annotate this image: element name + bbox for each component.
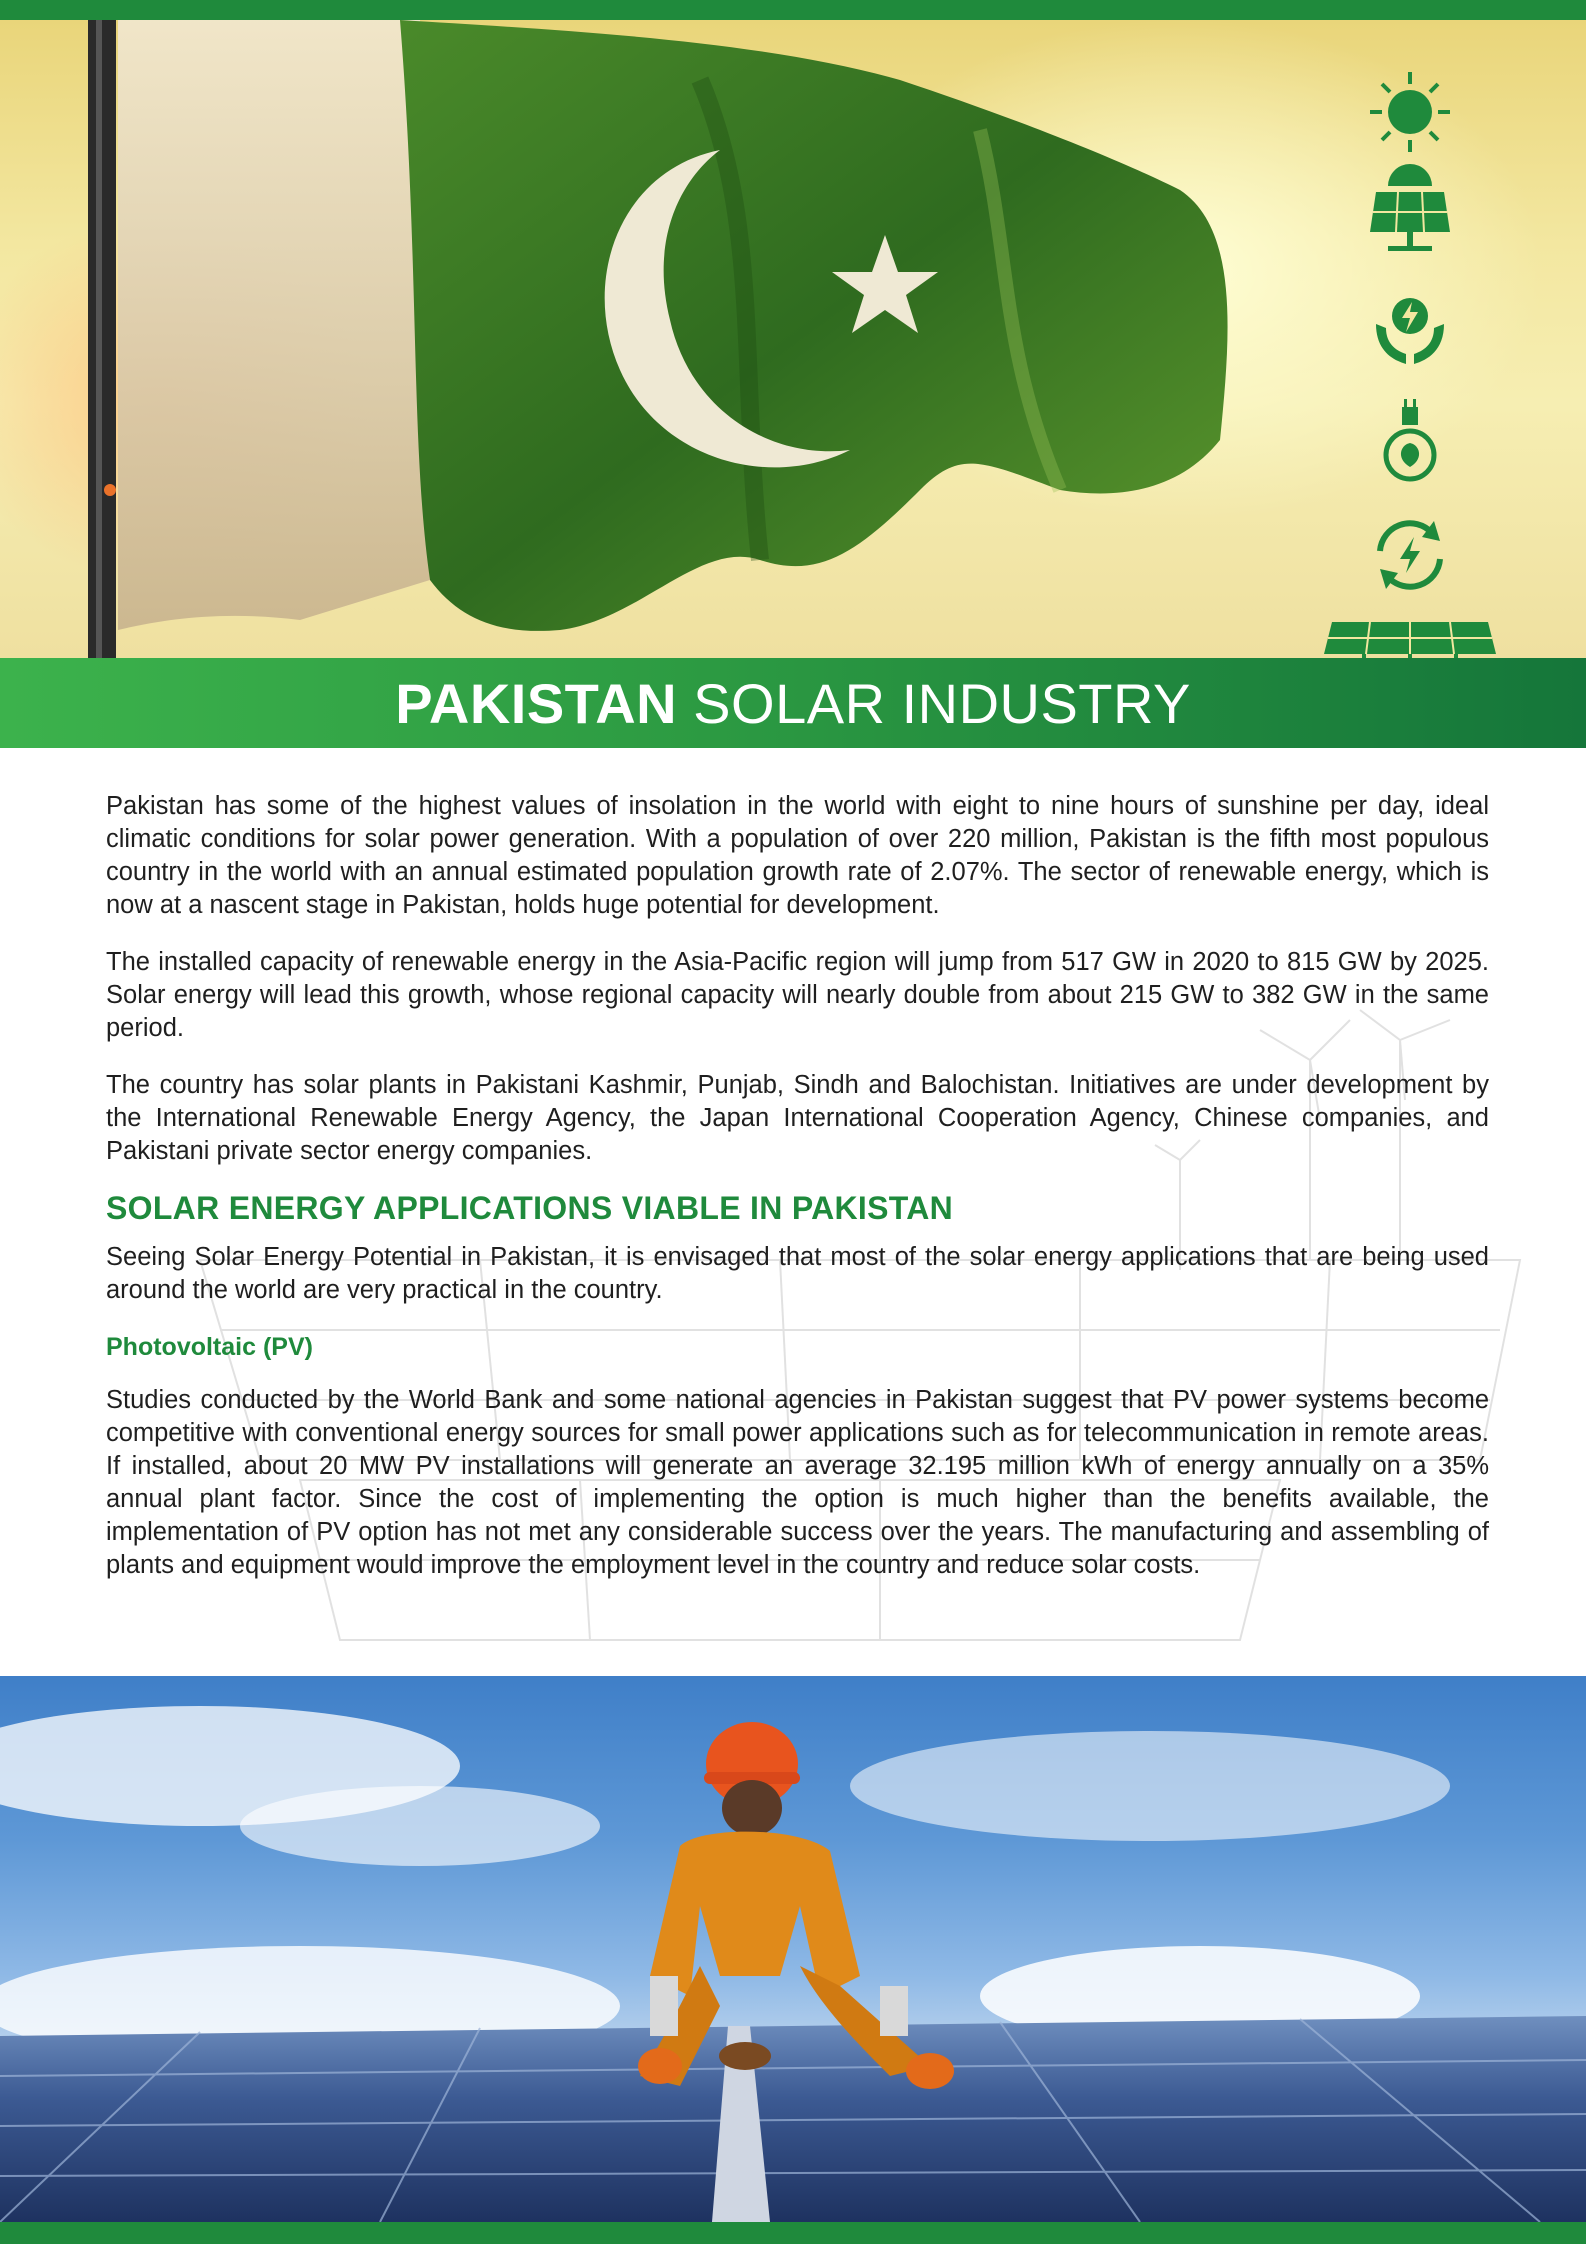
section-heading: SOLAR ENERGY APPLICATIONS VIABLE IN PAKISTAN	[106, 1190, 954, 1226]
renewable-icons-column	[1310, 50, 1510, 658]
hands-energy-icon	[1376, 298, 1444, 364]
solar-panel-icon	[1370, 164, 1450, 251]
article-body	[106, 790, 1489, 1606]
section-subheading: Photovoltaic (PV)	[106, 1333, 313, 1361]
page-title-bold: PAKISTAN	[395, 671, 678, 735]
intro-paragraph-1: Pakistan has some of the highest values of insolation in the world with eight to nine hours of sunshine per day, ideal climatic conditions for solar power generation. With a population of over 220 million, Pakistan is the fifth most populous country in the world with an annual estimated population growth rate of 2.07%. The sector of renewable energy, which is now at a nascent stage in Pakistan, holds huge potential for development.	[106, 792, 1489, 919]
hero-flag-image	[0, 20, 1586, 658]
top-accent-bar	[0, 0, 1586, 20]
worker-illustration	[0, 1676, 1586, 2222]
eco-plug-icon	[1386, 399, 1434, 479]
intro-paragraph-3: The country has solar plants in Pakistani Kashmir, Punjab, Sindh and Balochistan. Initiatives are under development by the International Renewable Energy Agency, the Japan International Cooperation Agency, Chinese companies, and Pakistani private sector energy companies.	[106, 1071, 1489, 1165]
intro-paragraph-2: The installed capacity of renewable energy in the Asia-Pacific region will jump from 517 GW in 2020 to 815 GW by 2025. Solar energy will lead this growth, whose regional capacity will nearly double from about 215 GW to 382 GW in the same period.	[106, 948, 1489, 1042]
pv-paragraph: Studies conducted by the World Bank and some national agencies in Pakistan suggest that PV power systems become competitive with conventional energy sources for small power applications such as for telecommunication in remote areas. If installed, about 20 MW PV installations will generate an average 32.195 million kWh of energy annually on a 35% annual plant factor. Since the cost of implementing the option is much higher than the benefits available, the implementation of PV option has not met any considerable success over the years. The manufacturing and assembling of plants and equipment would improve the employment level in the country and reduce solar costs.	[106, 1386, 1489, 1579]
page-title-regular: SOLAR INDUSTRY	[677, 671, 1191, 735]
solar-array-icon	[1324, 622, 1496, 658]
worker-on-solar-panels-image	[0, 1676, 1586, 2222]
page-title	[395, 671, 1191, 736]
renewable-cycle-icon	[1380, 521, 1440, 589]
sun-icon	[1370, 72, 1450, 152]
title-banner	[0, 658, 1586, 748]
section-intro: Seeing Solar Energy Potential in Pakistan, it is envisaged that most of the solar energy applications that are being used around the world are very practical in the country.	[106, 1243, 1489, 1304]
bottom-accent-bar	[0, 2222, 1586, 2244]
